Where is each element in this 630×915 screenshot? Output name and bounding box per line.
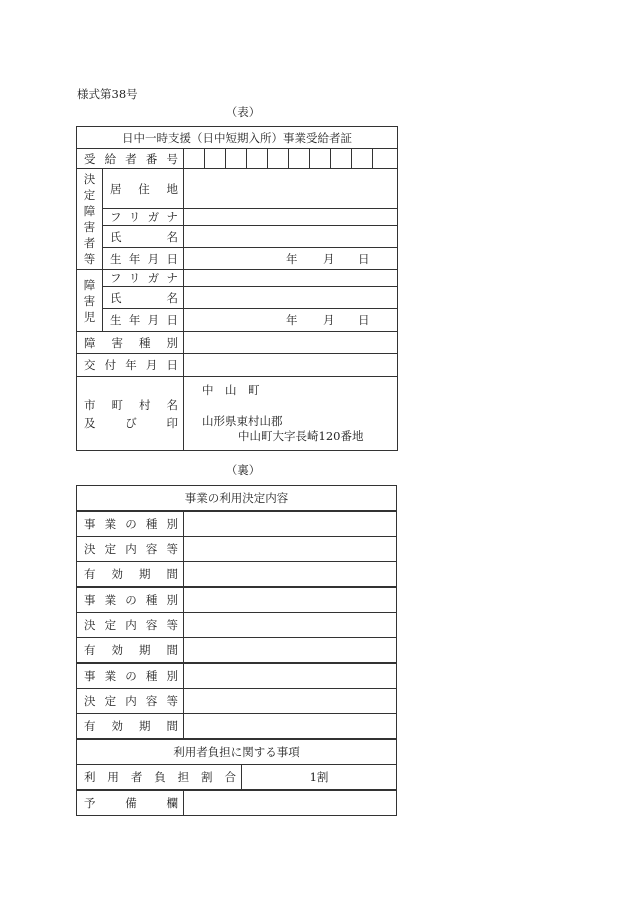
recipient-number-digit-1[interactable] [184,149,205,169]
label-char: フ [110,271,122,285]
valid-period-field[interactable] [184,562,397,588]
label-char: 月 [147,251,160,266]
label-char: 備 [125,796,137,810]
label-char: 障 [84,335,96,350]
month-unit: 月 [323,251,335,266]
label-char: び [125,415,137,430]
label-char: 名 [166,229,178,244]
service-type-label [77,511,184,537]
label-char: 別 [166,517,178,531]
label-char: 年 [128,251,141,266]
label-char: 期 [139,643,151,657]
label-char: 有 [84,643,96,657]
label-char: 期 [139,567,151,581]
label-char: 定 [83,188,96,202]
label-char: 児 [83,309,96,324]
birthdate-field[interactable] [184,248,398,270]
label-char: 年 [128,313,141,327]
label-char: 番 [145,151,158,166]
label-char: 利 [84,770,96,784]
label-char: 種 [145,593,158,607]
month-unit: 月 [323,313,335,327]
label-char: 内 [125,618,137,632]
label-char: 等 [166,542,178,556]
issue-date-label [77,354,184,377]
label-char: ガ [147,271,160,285]
label-char: 等 [83,252,96,266]
label-char: 年 [125,358,137,372]
label-char: の [125,517,137,531]
label-char: 負 [154,770,166,784]
label-char: 者 [83,236,96,250]
label-char: 日 [166,313,178,327]
label-char: 割 [201,770,213,784]
label-char: 地 [166,181,178,196]
label-char: 障 [83,204,96,218]
label-char: 別 [166,593,178,607]
label-char: 月 [145,358,158,372]
municipality-address-line2: 中山町大字長崎120番地 [238,429,364,443]
label-char: 定 [104,694,117,708]
birthdate-label [103,248,184,270]
label-char: 害 [111,335,123,350]
recipient-number-digit-7[interactable] [310,149,331,169]
label-char: 定 [104,542,117,556]
recipient-number-digit-3[interactable] [226,149,247,169]
label-char: 内 [125,694,137,708]
front-side-label: （表） [225,105,261,119]
label-char: 障 [83,277,96,292]
label-char: 町 [111,397,123,412]
label-char: 氏 [110,229,122,244]
label-char: 受 [84,151,96,166]
label-char: 決 [84,618,96,632]
label-char: 生 [110,251,122,266]
label-char: 有 [84,567,96,581]
label-char: 有 [84,719,96,733]
label-char: 担 [177,770,190,784]
decision-details-label [77,689,184,714]
address-label [103,169,184,209]
label-char: 日 [166,251,178,266]
decision-details-field[interactable] [184,689,397,714]
burden-ratio-value[interactable]: 1割 [242,765,397,791]
label-char: 容 [145,694,158,708]
label-char: 名 [166,290,178,305]
child-birthdate-label [103,309,184,332]
recipient-number-digit-10[interactable] [373,149,398,169]
label-char: 用 [107,770,119,784]
label-char: 月 [147,313,160,327]
label-char: 内 [125,542,137,556]
municipality-label [77,377,184,451]
certificate-title: 日中一時支援（日中短期入所）事業受給者証 [77,127,398,149]
label-char: 号 [166,151,178,166]
recipient-number-digit-2[interactable] [205,149,226,169]
reserve-label [77,790,184,816]
label-char: 容 [145,542,158,556]
decision-details-field[interactable] [184,613,397,638]
valid-period-field[interactable] [184,638,397,664]
label-char: 市 [84,397,96,412]
label-char: 種 [145,669,158,683]
municipality-name: 中 山 町 [202,383,260,397]
label-char: の [125,669,137,683]
child-name-label [103,287,184,309]
disability-type-label [77,332,184,354]
label-char: 交 [84,358,96,372]
label-char: 効 [111,719,123,733]
label-char: 等 [166,694,178,708]
label-char: 者 [130,770,143,784]
label-char: 容 [145,618,158,632]
label-char: 業 [104,517,117,531]
valid-period-label [77,562,184,588]
label-char: 事 [84,669,96,683]
year-unit: 年 [286,251,298,266]
label-char: 害 [83,293,96,308]
label-char: 印 [166,415,178,430]
label-char: 居 [110,181,122,196]
burden-ratio-label [77,765,242,791]
burden-section-title: 利用者負担に関する事項 [77,739,397,765]
decision-details-label [77,537,184,562]
label-char: 業 [104,669,117,683]
service-type-field[interactable] [184,511,397,537]
label-char: 及 [84,415,96,430]
decision-details-label [77,613,184,638]
service-type-label [77,587,184,613]
recipient-number-label [77,149,184,169]
recipient-number-digit-9[interactable] [352,149,373,169]
label-char: 氏 [110,290,122,305]
label-char: 事 [84,517,96,531]
recipient-number-digit-5[interactable] [268,149,289,169]
label-char: 合 [224,770,236,784]
label-char: 業 [104,593,117,607]
label-char: ナ [166,271,178,285]
label-char: 給 [104,151,117,166]
label-char: 日 [166,358,178,372]
label-char: 種 [139,335,151,350]
day-unit: 日 [358,313,370,327]
back-decision-table [76,485,397,816]
child-furigana-label [103,270,184,287]
label-char: 間 [166,719,178,733]
label-char: 生 [110,313,122,327]
label-char: 決 [84,694,96,708]
label-char: 者 [125,151,137,166]
label-char: 効 [111,643,123,657]
label-char: ガ [147,210,160,224]
recipient-number-digit-8[interactable] [331,149,352,169]
label-char: 事 [84,593,96,607]
service-type-field[interactable] [184,587,397,613]
valid-period-field[interactable] [184,714,397,740]
form-number: 様式第38号 [77,87,138,101]
label-char: 間 [166,567,178,581]
back-side-label: （裏） [225,463,261,477]
disability-type-field[interactable] [184,332,398,354]
furigana-field[interactable] [184,209,398,226]
label-char: 別 [166,669,178,683]
name-field[interactable] [184,226,398,248]
recipient-number-digit-4[interactable] [247,149,268,169]
service-type-field[interactable] [184,663,397,689]
child-birthdate-field[interactable] [184,309,398,332]
label-char: 等 [166,618,178,632]
label-char: 間 [166,643,178,657]
label-char: 決 [84,542,96,556]
label-char: フ [110,210,122,224]
municipality-seal-area [184,377,398,451]
disabled-child-label [77,270,103,332]
child-name-field[interactable] [184,287,398,309]
label-char: 名 [166,397,178,412]
front-certificate-table [76,126,398,451]
label-char: 予 [84,796,96,810]
valid-period-label [77,638,184,664]
label-char: 決 [83,172,96,186]
decided-person-label [77,169,103,270]
label-char: 種 [145,517,158,531]
valid-period-label [77,714,184,740]
label-char: 害 [83,220,96,234]
child-furigana-field[interactable] [184,270,398,287]
label-char: 村 [139,397,151,412]
label-char: ナ [166,210,178,224]
decision-details-field[interactable] [184,537,397,562]
label-char: リ [128,210,141,224]
label-char: 期 [139,719,151,733]
label-char: 定 [104,618,117,632]
reserve-field[interactable] [184,790,397,816]
service-type-label [77,663,184,689]
issue-date-field[interactable] [184,354,398,377]
day-unit: 日 [358,251,370,266]
label-char: リ [128,271,141,285]
label-char: の [125,593,137,607]
usage-decision-title: 事業の利用決定内容 [77,486,397,512]
label-char: 付 [104,358,117,372]
year-unit: 年 [286,313,298,327]
municipality-address-line1: 山形県東村山郡 [202,414,283,428]
label-char: 欄 [166,796,178,810]
furigana-label [103,209,184,226]
address-field[interactable] [184,169,398,209]
recipient-number-digit-6[interactable] [289,149,310,169]
name-label [103,226,184,248]
label-char: 住 [138,181,150,196]
label-char: 別 [166,335,178,350]
label-char: 効 [111,567,123,581]
